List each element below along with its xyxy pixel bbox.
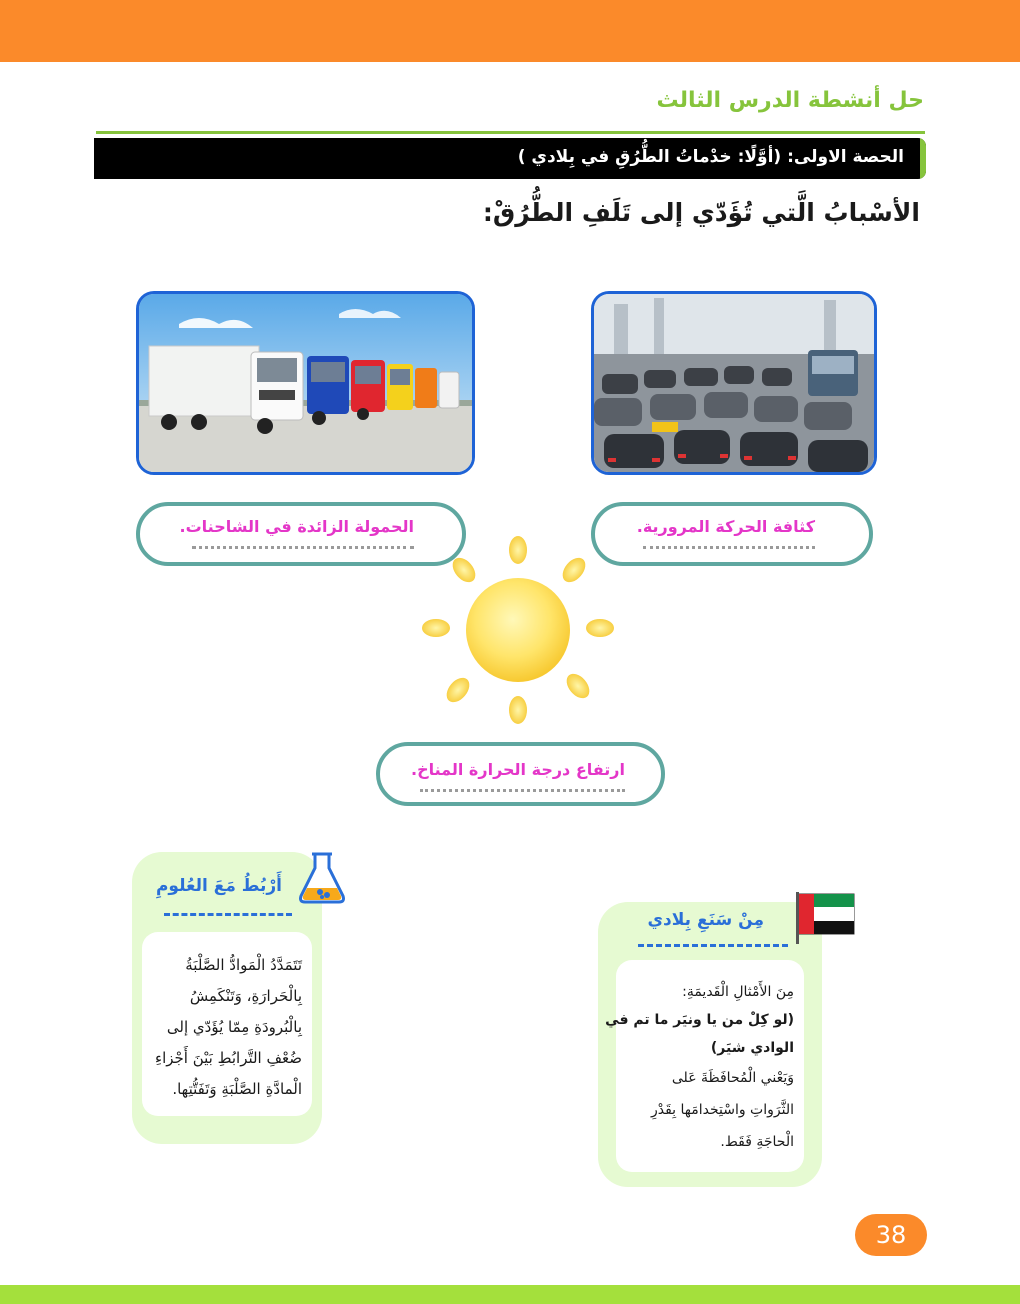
flask-icon [298, 850, 346, 906]
answer-traffic-text: كثافة الحركة المرورية. [636, 517, 815, 536]
answer-trucks-dotted-line [192, 546, 414, 549]
uae-flag-icon [794, 888, 856, 946]
bottom-green-band [0, 1285, 1020, 1304]
answer-heat-box [376, 742, 665, 806]
section-banner [94, 138, 926, 179]
answer-traffic-box [591, 502, 873, 566]
science-link-dashed-rule [164, 913, 292, 916]
heritage-heading: مِنْ سَنَعِ بِلادي [647, 910, 764, 930]
answer-traffic-dotted-line [643, 546, 815, 549]
trucks-photo [136, 291, 475, 475]
heritage-proverb-line2: الوادي شيَر) [710, 1040, 794, 1056]
question-heading: الأسْبابُ الَّتي تُؤَدّي إلى تَلَفِ الطُّرُقْ: [482, 198, 920, 227]
science-link-text: تَتَمَدَّدُ الْمَوادُّ الصَّلْبَةُ بِالْحَرارَةِ، وَتَنْكَمِشُ بِالْبُرودَةِ مِمّا يُؤَدّي إلى ضُعْفِ التَّرابُطِ بَيْنَ أَجْزاءِ الْمادَّةِ الصَّلْبَةِ وَتَفَتُّتِها. [155, 956, 302, 1098]
heritage-intro: مِنَ الأَمْثالِ الْقَديمَةِ: [682, 984, 794, 1000]
answer-heat-text: ارتفاع درجة الحرارة المناخ. [410, 760, 625, 779]
lesson-title: حل أنشطة الدرس الثالث [656, 88, 924, 113]
section-banner-text: الحصة الاولى: (أوَّلًا: خدْماتُ الطُّرُقِ في بِلادي ) [517, 147, 904, 167]
science-link-card [132, 852, 322, 1144]
heritage-proverb-line1: (لو كِلْ من يا ونيَر ما تم في [605, 1012, 794, 1028]
heritage-card [598, 902, 822, 1187]
science-link-body [142, 932, 312, 1116]
title-divider [96, 131, 925, 134]
heritage-meaning-line1: وَيَعْني الْمُحافَظَةَ عَلى [671, 1070, 794, 1086]
page-number: 38 [855, 1214, 927, 1256]
sun-icon [418, 530, 618, 730]
heritage-dashed-rule [638, 944, 788, 947]
heritage-meaning-line3: الْحاجَةِ فَقَط. [720, 1134, 794, 1150]
heritage-body [605, 960, 804, 1172]
top-orange-band [0, 0, 1020, 62]
answer-trucks-text: الحمولة الزائدة في الشاحنات. [179, 517, 414, 536]
section-banner-accent [920, 138, 926, 179]
traffic-photo [591, 291, 877, 475]
heritage-meaning-line2: الثَّرَواتِ واسْتِخدامَها بِقَدْرِ [650, 1102, 794, 1118]
answer-trucks-box [136, 502, 466, 566]
answer-heat-dotted-line [420, 789, 625, 792]
science-link-heading: أَرْبُطُ مَعَ العُلومِ [155, 876, 282, 896]
